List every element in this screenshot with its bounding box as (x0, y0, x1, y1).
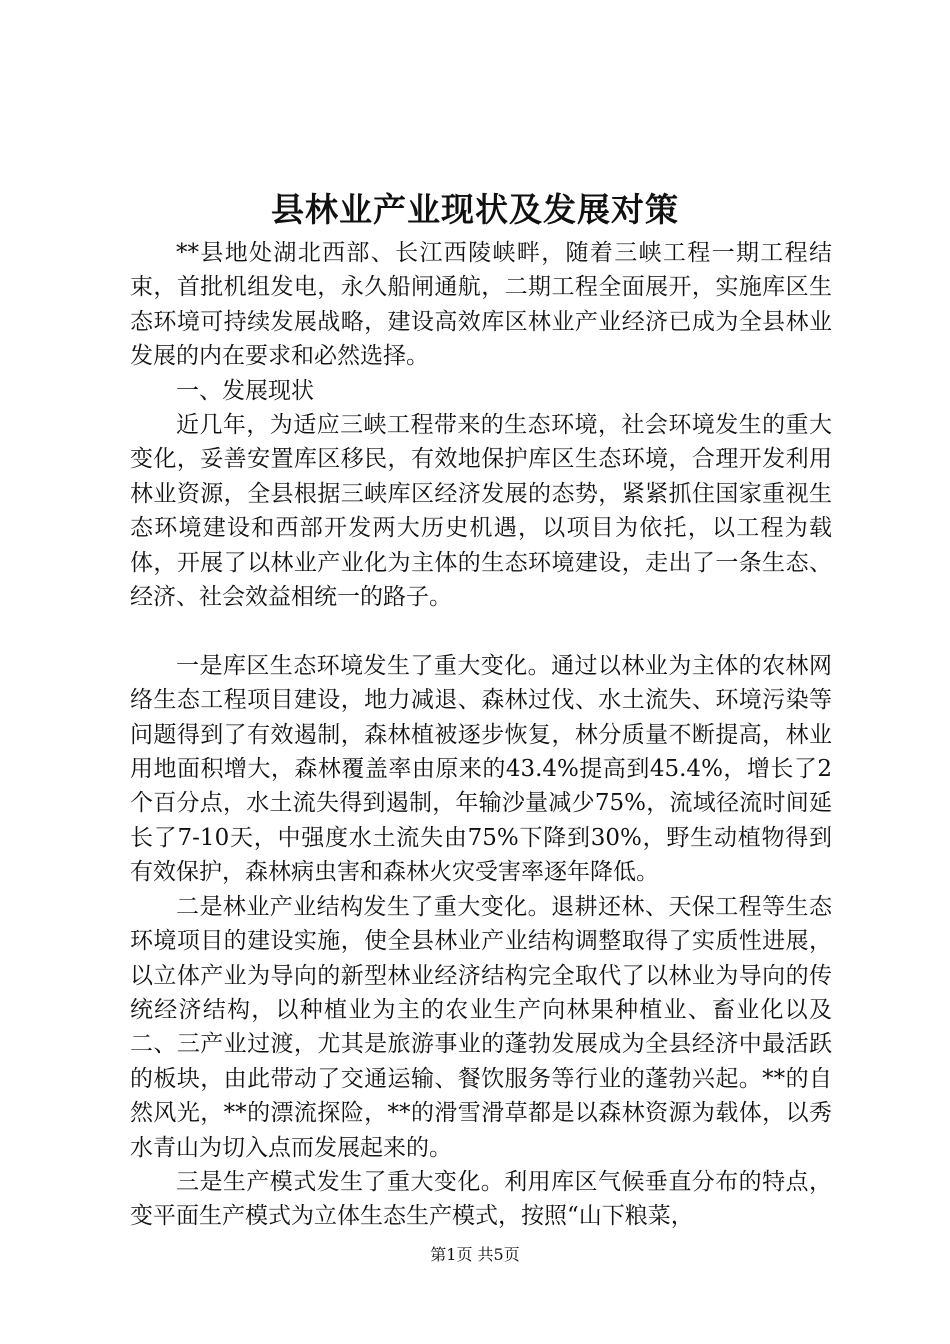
document-body (130, 236, 832, 1234)
page-number-footer: 第1页 共5页 (430, 1245, 520, 1264)
document-title: 县林业产业现状及发展对策 (271, 190, 679, 229)
paragraph-intro: **县地处湖北西部、长江西陵峡畔，随着三峡工程一期工程结束，首批机组发电，永久船闸通航，二期工程全面展开，实施库区生态环境可持续发展战略，建设高效库区林业产业经济已成为全县林业发展的内在要求和必然选择。 (130, 240, 832, 370)
paragraph-point-three: 三是生产模式发生了重大变化。利用库区气候垂直分布的特点，变平面生产模式为立体生态生产模式，按照“山下粮菜， (130, 1168, 832, 1230)
paragraph-point-one: 一是库区生态环境发生了重大变化。通过以林业为主体的农林网络生态工程项目建设，地力减退、森林过伐、水土流失、环境污染等问题得到了有效遏制，森林植被逐步恢复，林分质量不断提高，林业用地面积增大，森林覆盖率由原来的43.4%提高到45.4%，增长了2个百分点，水土流失得到遏制，年输沙量减少75%，流域径流时间延长了7-10天，中强度水土流失由75%下降到30%，野生动植物得到有效保护，森林病虫害和森林火灾受害率逐年降低。 (130, 652, 832, 886)
paragraph-point-two: 二是林业产业结构发生了重大变化。退耕还林、天保工程等生态环境项目的建设实施，使全县林业产业结构调整取得了实质性进展，以立体产业为导向的新型林业经济结构完全取代了以林业为导向的传统经济结构，以种植业为主的农业生产向林果种植业、畜业化以及二、三产业过渡，尤其是旅游事业的蓬勃发展成为全县经济中最活跃的板块，由此带动了交通运输、餐饮服务等行业的蓬勃兴起。**的自然风光，**的漂流探险，**的滑雪滑草都是以森林资源为载体，以秀水青山为切入点而发展起来的。 (130, 893, 832, 1161)
section-heading: 一、发展现状 (176, 377, 314, 404)
paragraph-overview: 近几年，为适应三峡工程带来的生态环境，社会环境发生的重大变化，妥善安置库区移民，有效地保护库区生态环境，合理开发利用林业资源，全县根据三峡库区经济发展的态势，紧紧抓住国家重视生态环境建设和西部开发两大历史机遇，以项目为依托，以工程为载体，开展了以林业产业化为主体的生态环境建设，走出了一条生态、经济、社会效益相统一的路子。 (130, 412, 832, 611)
